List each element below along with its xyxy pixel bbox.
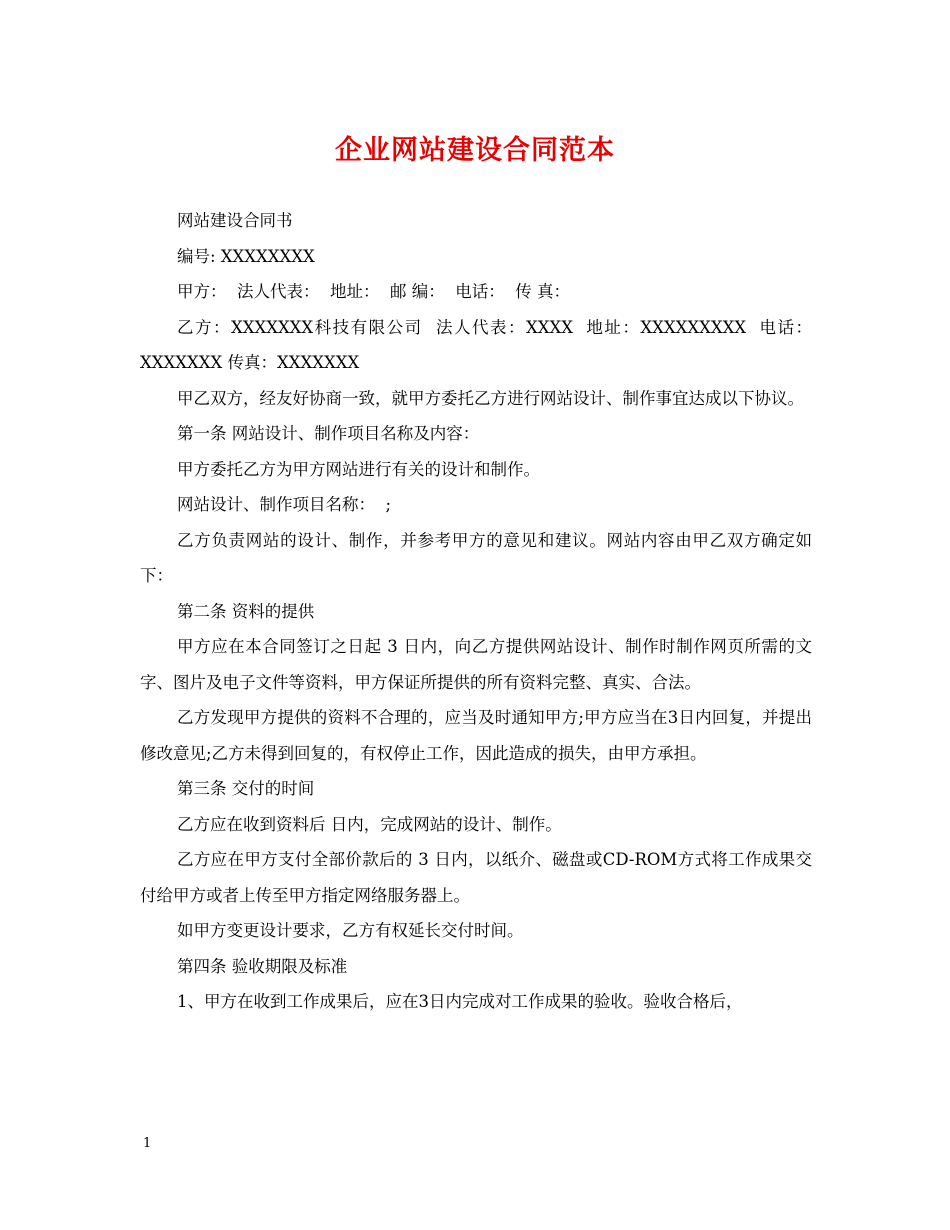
document-body: [140, 203, 812, 1020]
page-number: 1: [143, 1136, 152, 1151]
paragraph: 网站建设合同书: [177, 211, 293, 230]
paragraph: 第四条 验收期限及标准: [177, 956, 348, 976]
paragraph: 甲方： 法人代表： 地址： 邮 编： 电话： 传 真：: [177, 282, 570, 301]
paragraph: 编号: XXXXXXXX: [177, 246, 315, 266]
paragraph: 乙方：XXXXXXX科技有限公司 法人代表：XXXX 地址：XXXXXXXXX 电话：XXXXXXX 传真：XXXXXXX: [140, 317, 812, 372]
paragraph: 甲乙双方，经友好协商一致，就甲方委托乙方进行网站设计、制作事宜达成以下协议。: [177, 388, 804, 408]
paragraph: 如甲方变更设计要求，乙方有权延长交付时间。: [177, 921, 524, 940]
document-title: 企业网站建设合同范本: [335, 135, 615, 166]
paragraph: 乙方应在收到资料后 日内，完成网站的设计、制作。: [177, 814, 562, 834]
paragraph: 甲方委托乙方为甲方网站进行有关的设计和制作。: [177, 459, 540, 479]
paragraph: 第二条 资料的提供: [177, 601, 315, 621]
paragraph: 乙方负责网站的设计、制作，并参考甲方的意见和建议。网站内容由甲乙双方确定如下：: [140, 530, 812, 585]
paragraph: 第三条 交付的时间: [177, 779, 315, 798]
paragraph: 第一条 网站设计、制作项目名称及内容：: [177, 424, 480, 443]
paragraph: 乙方发现甲方提供的资料不合理的，应当及时通知甲方;甲方应当在3日内回复，并提出修改意见;乙方未得到回复的，有权停止工作，因此造成的损失，由甲方承担。: [140, 708, 812, 763]
paragraph: 甲方应在本合同签订之日起 3 日内，向乙方提供网站设计、制作时制作网页所需的文字、图片及电子文件等资料，甲方保证所提供的所有资料完整、真实、合法。: [140, 637, 812, 692]
paragraph: 乙方应在甲方支付全部价款后的 3 日内，以纸介、磁盘或CD-ROM方式将工作成果交付给甲方或者上传至甲方指定网络服务器上。: [140, 850, 812, 905]
paragraph: 1、甲方在收到工作成果后，应在3日内完成对工作成果的验收。验收合格后，: [177, 992, 743, 1011]
paragraph: 网站设计、制作项目名称： ;: [177, 495, 392, 514]
